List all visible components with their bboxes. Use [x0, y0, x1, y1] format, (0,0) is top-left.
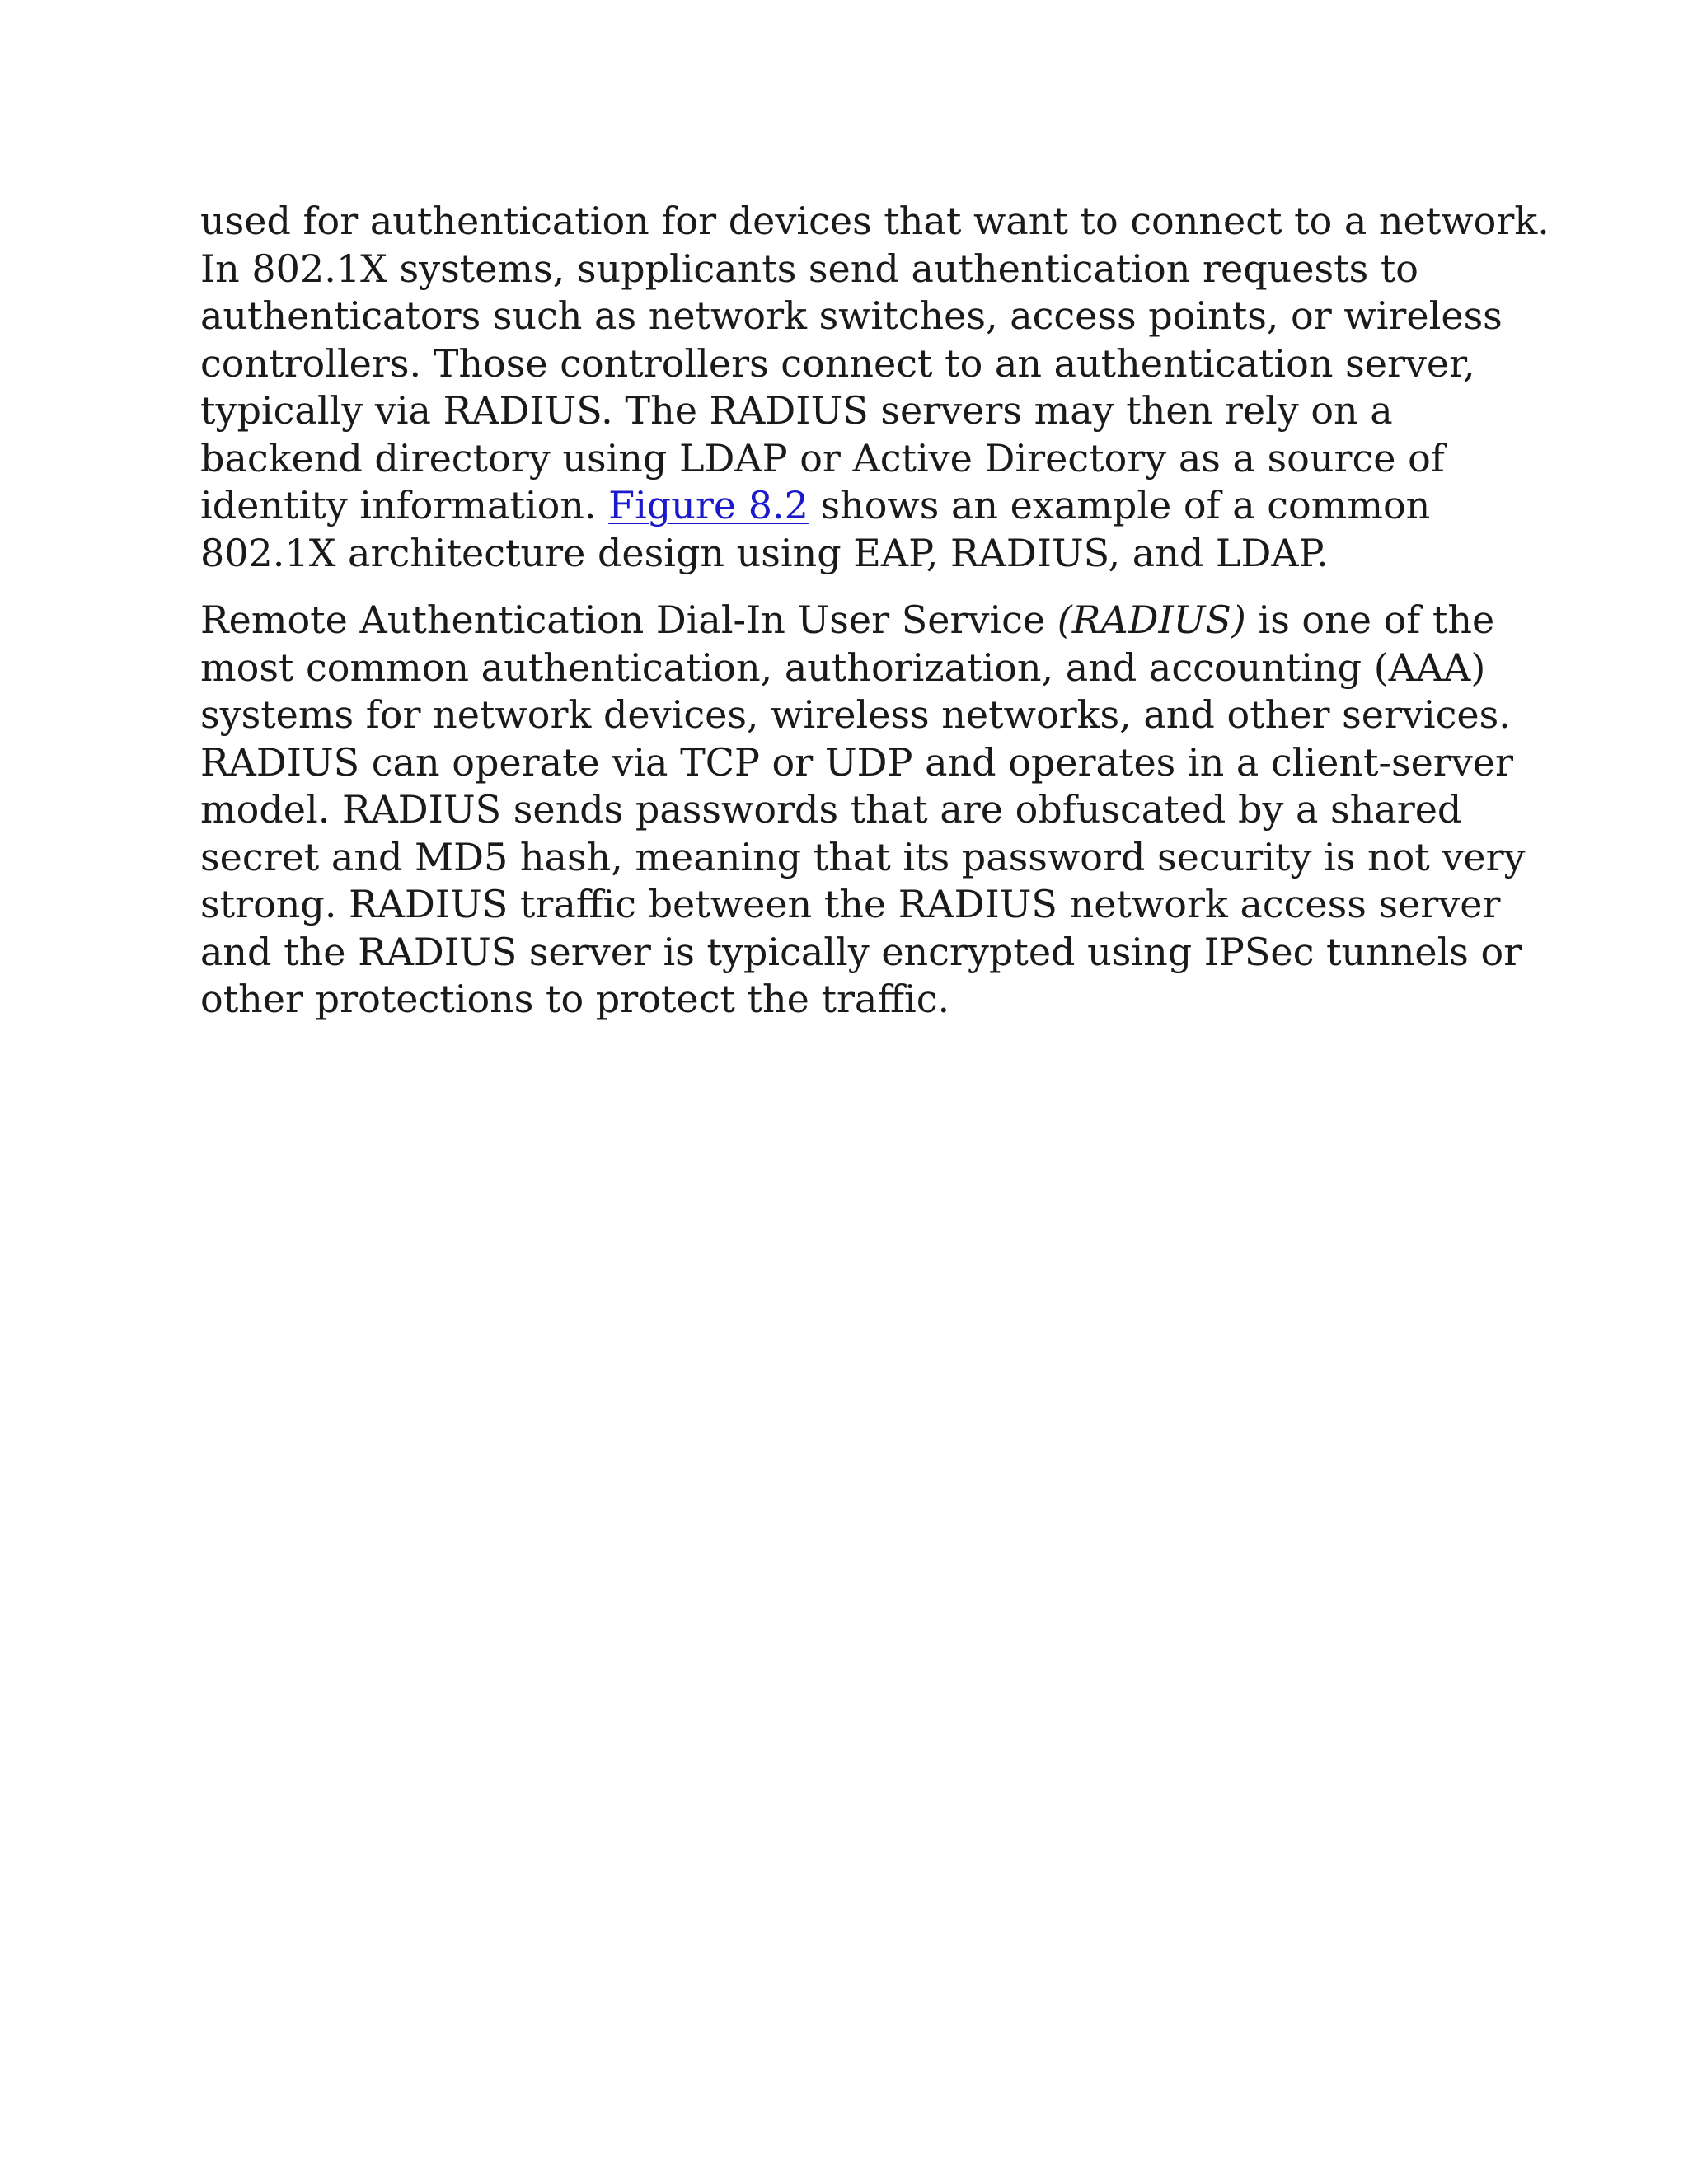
text-line: secret and MD5 hash, meaning that its password security is not very: [200, 834, 1526, 879]
text-line: typically via RADIUS. The RADIUS servers may then rely on a: [200, 388, 1393, 433]
text-line: other protections to protect the traffic.: [200, 977, 950, 1021]
figure-8-2-link[interactable]: Figure 8.2: [608, 483, 809, 527]
text-line: and the RADIUS server is typically encrypted using IPSec tunnels or: [200, 929, 1522, 974]
text-fragment: is one of the: [1245, 598, 1495, 642]
text-line: backend directory using LDAP or Active Directory as a source of: [200, 435, 1445, 480]
text-line: RADIUS can operate via TCP or UDP and operates in a client-server: [200, 739, 1513, 785]
text-line: used for authentication for devices that want to connect to a network.: [200, 199, 1550, 243]
text-fragment: shows an example of a common: [808, 483, 1431, 527]
document-page: [200, 198, 1550, 1043]
text-line: [200, 597, 1495, 644]
text-fragment: Remote Authentication Dial-In User Service: [200, 598, 1057, 642]
text-line: [200, 482, 1486, 530]
text-line: 802.1X architecture design using EAP, RADIUS, and LDAP.: [200, 530, 1329, 575]
text-line: most common authentication, authorization, and accounting (AAA): [200, 644, 1486, 690]
paragraph-8021x: [200, 198, 1550, 577]
text-line: authenticators such as network switches, access points, or wireless: [200, 293, 1503, 338]
text-line: In 802.1X systems, supplicants send authentication requests to: [200, 246, 1418, 291]
text-line: systems for network devices, wireless networks, and other services.: [200, 692, 1511, 737]
text-line: model. RADIUS sends passwords that are obfuscated by a shared: [200, 787, 1462, 832]
text-line: controllers. Those controllers connect to an authentication server,: [200, 340, 1475, 386]
paragraph-radius: [200, 597, 1526, 1024]
radius-term: (RADIUS): [1057, 598, 1246, 642]
text-fragment: identity information.: [200, 483, 609, 527]
text-line: strong. RADIUS traffic between the RADIUS network access server: [200, 882, 1501, 926]
